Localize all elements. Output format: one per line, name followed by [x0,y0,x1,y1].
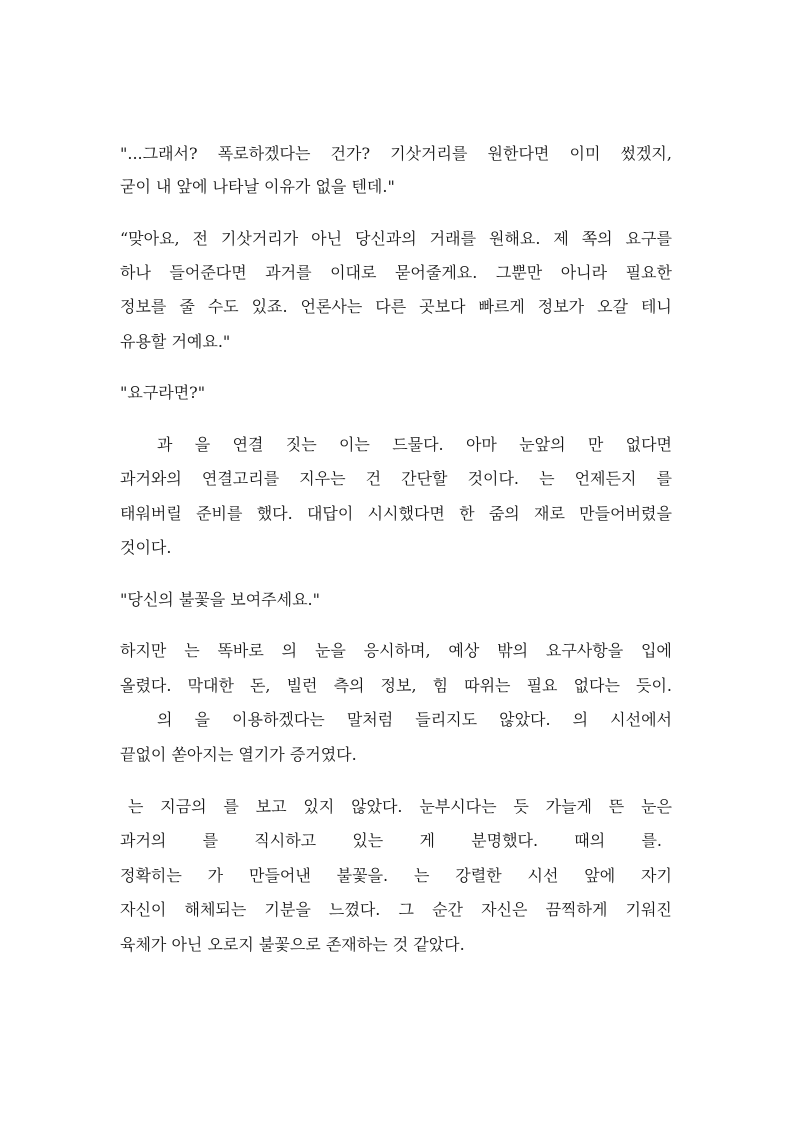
word: 지우는 [299,469,346,488]
word: 는 [413,866,430,885]
paragraph-6-line-4: 끝없이 쏟아지는 열기가 증거였다. [120,745,357,764]
word: 이용하겠다는 [232,710,325,729]
paragraph-2-line-4: 유용할 거예요." [120,332,231,351]
paragraph-1-line-2: 굳이 내 앞에 나타날 이유가 없을 텐데." [120,177,395,196]
word: 없다면 [625,435,672,454]
word: 시선 [527,866,559,885]
word: 뜬 [608,797,625,816]
paragraph-4-line-2 [120,468,672,490]
word: 언론사는 [300,297,363,316]
word: 응시하며, [363,641,431,660]
word: 입에 [640,641,672,660]
word: 순간 [432,900,463,919]
word: 원해요. [488,229,541,248]
word: 정보가 [537,297,585,316]
word: 해체되는 [184,900,247,919]
word: "...그래서? [120,144,198,163]
word: 빌런 [286,676,318,695]
word: 수도 [207,297,239,316]
word: 가 [207,866,224,885]
word: 이는 [338,435,370,454]
word: 따위는 [464,676,511,695]
word: 들리지도 [415,710,478,729]
word: 의 [281,641,298,660]
word: 올렸다. [120,676,172,695]
word: 눈부시다는 [419,797,497,816]
word: 가늘게 [545,797,592,816]
word: 쪽의 [581,229,613,248]
word: 막대한 [187,676,234,695]
paragraph-7-line-4 [120,899,672,921]
paragraph-4-line-4: 것이다. [120,538,172,557]
word: 이대로 [330,263,377,282]
word: 테니 [640,297,672,316]
word: 있지 [303,797,335,816]
word: 정보, [380,676,417,695]
word: 연결고리를 [201,469,280,488]
word: 게 [419,831,435,850]
word: 태워버릴 [120,504,182,523]
word: 하나 [120,263,151,282]
paragraph-1-line-1 [120,143,672,165]
word: 힘 [432,676,449,695]
word: 똑바로 [217,641,264,660]
word: 말처럼 [346,710,394,729]
word: 만들어낸 [248,866,311,885]
word: 한 [459,504,475,523]
word: 그뿐만 [495,263,543,282]
paragraph-7-line-3 [120,865,672,887]
word: 건가? [330,144,371,163]
word: 전 [192,229,209,248]
word: 끔찍하게 [545,900,608,919]
word: 자신은 [481,900,528,919]
word: 이미 [569,144,601,163]
word: 기분을 [264,900,311,919]
word: 거래를 [429,229,477,248]
word: 없다는 [573,676,620,695]
word: 는 [539,469,555,488]
word: 측의 [333,676,365,695]
paragraph-7-line-2 [120,830,662,852]
word: 요구를 [625,229,672,248]
word: 재로 [534,504,565,523]
word: 아마 [465,435,497,454]
word: 듯이. [636,676,672,695]
word: 을 [194,435,211,454]
word: 과거를 [265,263,312,282]
paragraph-2-line-2 [120,262,672,284]
word: 예상 [448,641,480,660]
paragraph-4-line-1 [157,434,672,456]
word: 자기 [641,866,672,885]
word: 간단할 [401,469,448,488]
word: 기워진 [625,900,672,919]
word: 를. [641,831,662,850]
word: 언제든지 [574,469,637,488]
word: 돈, [249,676,271,695]
word: 요구사항을 [545,641,624,660]
word: 앞에 [584,866,616,885]
word: 것이다. [467,469,520,488]
paragraph-5-line-1: "당신의 불꽃을 보여주세요." [120,590,320,609]
word: 당신과의 [354,229,417,248]
word: 연결 [232,435,264,454]
word: 있죠. [251,297,288,316]
word: 을 [194,710,210,729]
word: 오갈 [597,297,628,316]
word: 듯 [513,797,529,816]
word: 를 [202,831,219,850]
word: 과거의 [120,831,167,850]
word: 하지만 [120,641,167,660]
word: 기삿거리가 [220,229,299,248]
word: 묻어줄게요. [394,263,478,282]
word: 보고 [255,797,287,816]
paragraph-2-line-3 [120,296,672,318]
paragraph-2-line-1 [120,228,672,250]
word: 아니라 [560,263,608,282]
word: 불꽃을. [336,866,389,885]
word: 아닌 [311,229,343,248]
word: 않았다. [351,797,403,816]
paragraph-3-line-1: "요구라면?" [120,383,206,402]
word: 과 [157,435,173,454]
word: 느꼈다. [328,900,381,919]
paragraph-6-line-2 [120,675,672,697]
word: 그 [398,900,414,919]
word: 지금의 [160,797,207,816]
paragraph-7-line-5: 육체가 아닌 오로지 불꽃으로 존재하는 것 같았다. [120,935,465,954]
word: 만 [587,435,604,454]
word: 했다. [256,504,293,523]
word: 준비를 [196,504,243,523]
word: 정보를 [120,297,167,316]
word: 만들어버렸을 [579,504,672,523]
word: 짓는 [285,435,317,454]
word: 를 [656,469,672,488]
word: 줄 [179,297,195,316]
word: 건 [365,469,382,488]
word: 과거와의 [120,469,182,488]
paragraph-6-line-1 [120,640,672,662]
word: 곳보다 [419,297,466,316]
word: 정확히는 [120,866,182,885]
word: 의 [157,710,173,729]
word: 대답이 [306,504,354,523]
word: 자신이 [120,900,167,919]
word: 분명했다. [471,831,539,850]
word: 드물다. [392,435,444,454]
word: 때의 [574,831,606,850]
word: 원한다면 [487,144,550,163]
word: 시선에서 [610,710,672,729]
word: 다른 [375,297,407,316]
word: “맞아요, [120,229,180,248]
word: 제 [553,229,569,248]
word: 폭로하겠다는 [217,144,311,163]
word: 필요 [526,676,558,695]
word: 기삿거리를 [390,144,468,163]
word: 눈은 [641,797,672,816]
word: 눈을 [314,641,346,660]
paragraph-7-line-1 [128,796,672,818]
word: 강렬한 [455,866,502,885]
word: 눈앞의 [519,435,566,454]
word: 않았다. [499,710,551,729]
word: 빠르게 [478,297,525,316]
word: 썼겠지, [620,144,672,163]
word: 직시하고 [254,831,317,850]
word: 밖의 [497,641,529,660]
word: 줌의 [488,504,520,523]
word: 의 [572,710,589,729]
word: 들어준다면 [169,263,247,282]
word: 를 [223,797,239,816]
paragraph-4-line-3 [120,503,672,525]
word: 시시했다면 [367,504,445,523]
word: 있는 [352,831,384,850]
word: 는 [128,797,144,816]
word: 필요한 [625,263,672,282]
word: 는 [184,641,200,660]
paragraph-6-line-3 [157,709,672,731]
